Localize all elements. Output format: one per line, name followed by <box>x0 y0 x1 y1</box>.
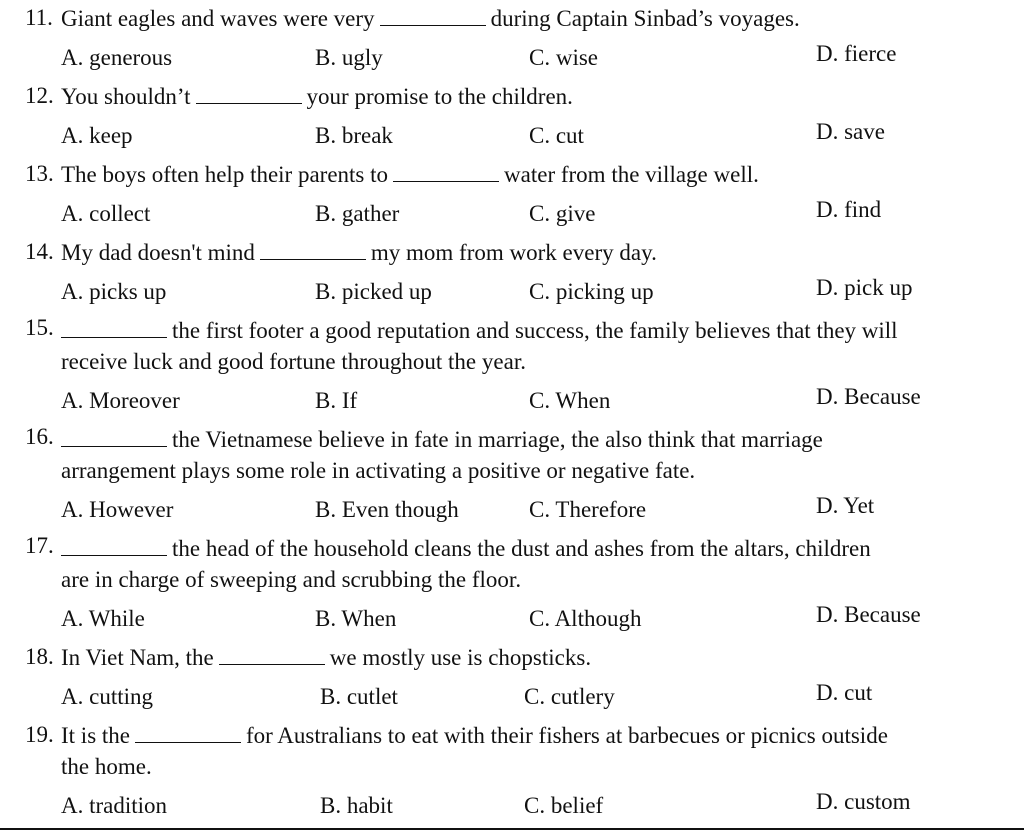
stem-text-after: we mostly use is chopsticks. <box>329 645 592 670</box>
question-number: 17. <box>25 533 54 558</box>
stem-text-after: the head of the household cleans the dust and ashes from the altars, children <box>172 536 871 561</box>
question-stem-continuation <box>61 346 526 377</box>
stem-text: are in charge of sweeping and scrubbing the floor. <box>61 567 522 592</box>
stem-text-after: the first footer a good reputation and success, the family believes that they will <box>172 318 898 343</box>
option-b[interactable]: B. If <box>315 388 358 413</box>
question-stem <box>61 237 657 268</box>
question-number: 13. <box>25 161 54 186</box>
option-c[interactable]: C. picking up <box>529 279 654 304</box>
option-d[interactable]: D. fierce <box>816 41 897 66</box>
stem-text-before: In Viet Nam, the <box>61 645 214 670</box>
option-c[interactable]: C. Although <box>529 606 642 631</box>
option-c[interactable]: C. cutlery <box>524 684 615 709</box>
stem-text-after: for Australians to eat with their fishers at barbecues or picnics outside <box>246 723 888 748</box>
answer-blank <box>196 85 302 104</box>
option-c[interactable]: C. belief <box>524 793 604 818</box>
stem-text: the home. <box>61 754 152 779</box>
option-a[interactable]: A. cutting <box>61 684 153 709</box>
answer-blank <box>260 241 366 260</box>
option-a[interactable]: A. tradition <box>61 793 168 818</box>
option-d[interactable]: D. Yet <box>816 493 875 518</box>
question-stem-continuation <box>61 751 152 782</box>
stem-text-after: water from the village well. <box>504 162 759 187</box>
answer-blank <box>380 7 486 26</box>
answer-blank <box>61 537 167 556</box>
option-b[interactable]: B. habit <box>320 793 393 818</box>
question-number: 16. <box>25 424 54 449</box>
option-d[interactable]: D. cut <box>816 680 873 705</box>
answer-blank <box>393 163 499 182</box>
answer-blank <box>135 724 241 743</box>
option-c[interactable]: C. give <box>529 201 596 226</box>
option-d[interactable]: D. pick up <box>816 275 913 300</box>
option-c[interactable]: C. cut <box>529 123 584 148</box>
bottom-divider <box>0 828 1024 830</box>
stem-text-before: You shouldn’t <box>61 84 191 109</box>
option-a[interactable]: A. picks up <box>61 279 167 304</box>
option-a[interactable]: A. keep <box>61 123 133 148</box>
question-stem-continuation <box>61 455 695 486</box>
question-stem <box>61 533 871 564</box>
stem-text-after: the Vietnamese believe in fate in marriage, the also think that marriage <box>172 427 823 452</box>
stem-text-after: during Captain Sinbad’s voyages. <box>490 6 800 31</box>
option-b[interactable]: B. When <box>315 606 397 631</box>
option-b[interactable]: B. ugly <box>315 45 383 70</box>
option-a[interactable]: A. Moreover <box>61 388 180 413</box>
question-stem <box>61 3 800 34</box>
option-d[interactable]: D. Because <box>816 384 921 409</box>
option-a[interactable]: A. However <box>61 497 174 522</box>
option-c[interactable]: C. wise <box>529 45 598 70</box>
answer-blank <box>61 428 167 447</box>
question-stem <box>61 159 759 190</box>
question-stem <box>61 315 898 346</box>
option-b[interactable]: B. gather <box>315 201 400 226</box>
question-number: 12. <box>25 83 54 108</box>
answer-blank <box>61 319 167 338</box>
option-c[interactable]: C. Therefore <box>529 497 647 522</box>
option-d[interactable]: D. save <box>816 119 885 144</box>
question-number: 15. <box>25 315 54 340</box>
answer-blank <box>219 646 325 665</box>
option-b[interactable]: B. cutlet <box>320 684 398 709</box>
question-stem-continuation <box>61 564 521 595</box>
stem-text-before: The boys often help their parents to <box>61 162 389 187</box>
option-a[interactable]: A. While <box>61 606 145 631</box>
question-number: 14. <box>25 239 54 264</box>
option-d[interactable]: D. custom <box>816 789 911 814</box>
stem-text-before: My dad doesn't mind <box>61 240 255 265</box>
option-d[interactable]: D. find <box>816 197 882 222</box>
question-stem <box>61 81 573 112</box>
stem-text-before: It is the <box>61 723 130 748</box>
question-number: 18. <box>25 644 54 669</box>
option-d[interactable]: D. Because <box>816 602 921 627</box>
option-b[interactable]: B. picked up <box>315 279 432 304</box>
question-stem <box>61 642 591 673</box>
option-a[interactable]: A. collect <box>61 201 151 226</box>
question-stem <box>61 424 823 455</box>
option-b[interactable]: B. break <box>315 123 393 148</box>
option-c[interactable]: C. When <box>529 388 611 413</box>
question-number: 11. <box>25 5 53 30</box>
question-number: 19. <box>25 722 54 747</box>
option-b[interactable]: B. Even though <box>315 497 459 522</box>
option-a[interactable]: A. generous <box>61 45 173 70</box>
stem-text: arrangement plays some role in activating a positive or negative fate. <box>61 458 696 483</box>
question-stem <box>61 720 888 751</box>
stem-text-after: my mom from work every day. <box>370 240 657 265</box>
stem-text-after: your promise to the children. <box>306 84 573 109</box>
stem-text-before: Giant eagles and waves were very <box>61 6 375 31</box>
stem-text: receive luck and good fortune throughout the year. <box>61 349 526 374</box>
